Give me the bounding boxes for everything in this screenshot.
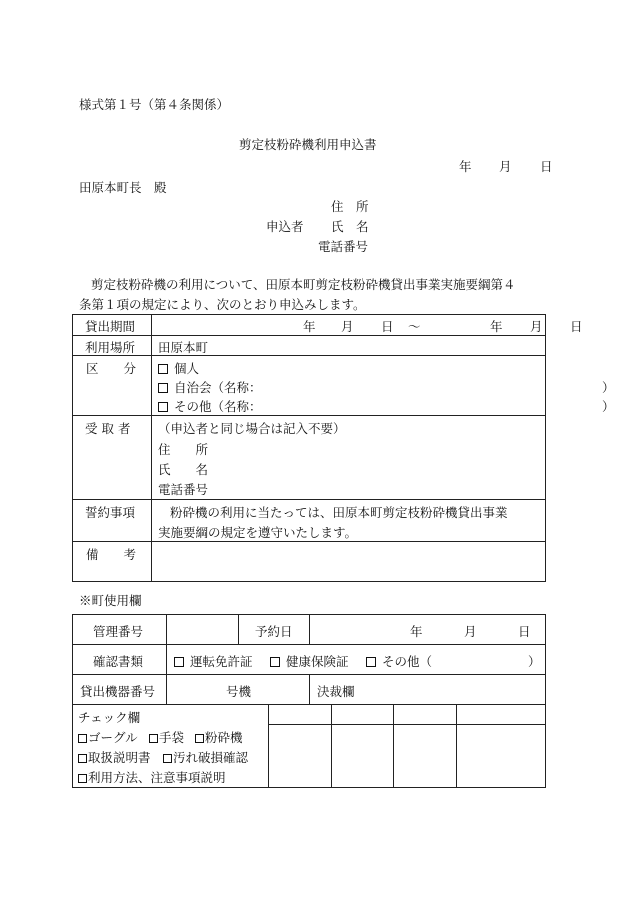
pledge-label-cell [73,500,152,542]
period-end-year: 年 [490,319,503,334]
period-start-day: 日 [381,319,394,334]
machine-no-label: 貸出機器番号 [80,684,156,699]
machine-no-field[interactable] [167,675,310,705]
receiver-address-label: 住 所 [158,442,209,457]
doc-close-paren: ） [528,654,541,669]
applicant-address-label: 住 所 [331,199,369,214]
res-month: 月 [464,624,477,639]
application-table [72,314,615,582]
checkbox-icon[interactable] [174,657,184,667]
receiver-label: 受 取 者 [85,421,131,436]
location-label: 利用場所 [85,340,136,355]
option-council[interactable]: 自治会（名称： [158,378,262,396]
reservation-date-field[interactable] [310,615,546,645]
id-docs-label: 確認書類 [93,654,144,669]
rental-period-label: 貸出期間 [85,319,136,334]
row-receiver [73,416,546,500]
council-close-paren: ） [602,380,615,395]
addressee: 田原本町長 殿 [79,180,167,195]
checkbox-icon[interactable] [149,734,158,743]
check-shredder[interactable]: 粉砕機 [195,728,243,746]
period-start-year: 年 [303,319,316,334]
id-docs-label-cell [73,645,167,675]
pledge-text [152,500,546,542]
check-gloves[interactable]: 手袋 [149,728,184,746]
category-label-cell [73,356,152,416]
location-field[interactable] [152,336,546,356]
approval-grid-hline [269,724,545,725]
location-value: 田原本町 [158,340,209,355]
doc-license-option[interactable]: 運転免許証 [174,652,253,670]
period-end-day: 日 [570,319,583,334]
receiver-note: （申込者と同じ場合は記入不要） [158,421,346,436]
approval-label: 決裁欄 [317,684,355,699]
doc-other-option[interactable]: その他（ [366,652,432,670]
checkbox-icon[interactable] [158,364,168,374]
receiver-label-cell [73,416,152,500]
check-label: チェック欄 [78,710,141,725]
form-number: 様式第１号（第４条関係） [79,97,230,112]
other-close-paren: ） [602,399,615,414]
res-day: 日 [518,624,531,639]
option-individual[interactable]: 個人 [158,359,199,377]
row-rental-period [73,315,546,336]
receiver-name-label: 氏 名 [158,462,209,477]
doc-insurance-option[interactable]: 健康保険証 [270,652,349,670]
intro-line-2: 条第１項の規定により、次のとおり申込みします。 [79,297,366,312]
reservation-label-cell [239,615,310,645]
row-pledge [73,500,546,542]
receiver-phone-label: 電話番号 [158,482,209,497]
check-damage[interactable]: 汚れ破損確認 [163,748,248,766]
receiver-fields[interactable] [152,416,546,500]
period-tilde: ～ [408,319,421,334]
category-options [152,356,615,416]
row-checklist [73,705,546,788]
rental-period-label-cell [73,315,152,336]
date-year-label: 年 [459,159,472,174]
form-title: 剪定枝粉砕機利用申込書 [239,137,377,152]
id-docs-options [167,645,546,675]
approval-stamp-grid[interactable] [269,705,546,788]
pledge-label: 誓約事項 [85,505,136,520]
checkbox-icon[interactable] [195,734,204,743]
unit-label: 号機 [226,684,252,699]
mgmt-no-field[interactable] [167,615,239,645]
applicant-phone-label: 電話番号 [318,239,369,254]
applicant-label: 申込者 [266,219,304,234]
remarks-field[interactable] [152,542,546,582]
approval-grid-vline [331,705,332,787]
period-start-month: 月 [341,319,354,334]
category-label: 区 分 [86,361,137,376]
approval-grid-vline [456,705,457,787]
date-day-label: 日 [540,159,553,174]
approval-label-cell [310,675,546,705]
row-category [73,356,546,416]
checkbox-icon[interactable] [78,774,87,783]
reservation-label: 予約日 [255,624,293,639]
office-use-heading: ※町使用欄 [79,593,142,608]
row-mgmt-number [73,615,546,645]
checkbox-icon[interactable] [78,734,87,743]
checkbox-icon[interactable] [158,383,168,393]
rental-period-field[interactable] [152,315,583,336]
intro-line-1: 剪定枝粉砕機の利用について、田原本町剪定枝粉砕機貸出事業実施要綱第４ [91,277,516,292]
checkbox-icon[interactable] [163,754,172,763]
approval-grid-vline [393,705,394,787]
row-machine-number [73,675,546,705]
checkbox-icon[interactable] [366,657,376,667]
period-end-month: 月 [530,319,543,334]
remarks-label-cell [73,542,152,582]
checkbox-icon[interactable] [78,754,87,763]
machine-no-label-cell [73,675,167,705]
row-location [73,336,546,356]
checkbox-icon[interactable] [158,402,168,412]
mgmt-no-label-cell [73,615,167,645]
date-month-label: 月 [499,159,512,174]
applicant-name-label: 氏 名 [331,219,369,234]
row-id-docs [73,645,546,675]
pledge-line-1: 粉砕機の利用に当たっては、田原本町剪定枝粉砕機貸出事業 [170,505,508,520]
checkbox-icon[interactable] [270,657,280,667]
check-usage[interactable]: 利用方法、注意事項説明 [78,768,226,786]
check-manual[interactable]: 取扱説明書 [78,748,151,766]
checklist-cell [73,705,269,788]
pledge-line-2: 実施要綱の規定を遵守いたします。 [158,525,358,540]
remarks-label: 備 考 [86,547,137,562]
office-use-table [72,614,546,788]
res-year: 年 [410,624,423,639]
option-other[interactable]: その他（名称： [158,397,262,415]
location-label-cell [73,336,152,356]
check-goggles[interactable]: ゴーグル [78,728,138,746]
mgmt-no-label: 管理番号 [93,624,144,639]
row-remarks [73,542,546,582]
